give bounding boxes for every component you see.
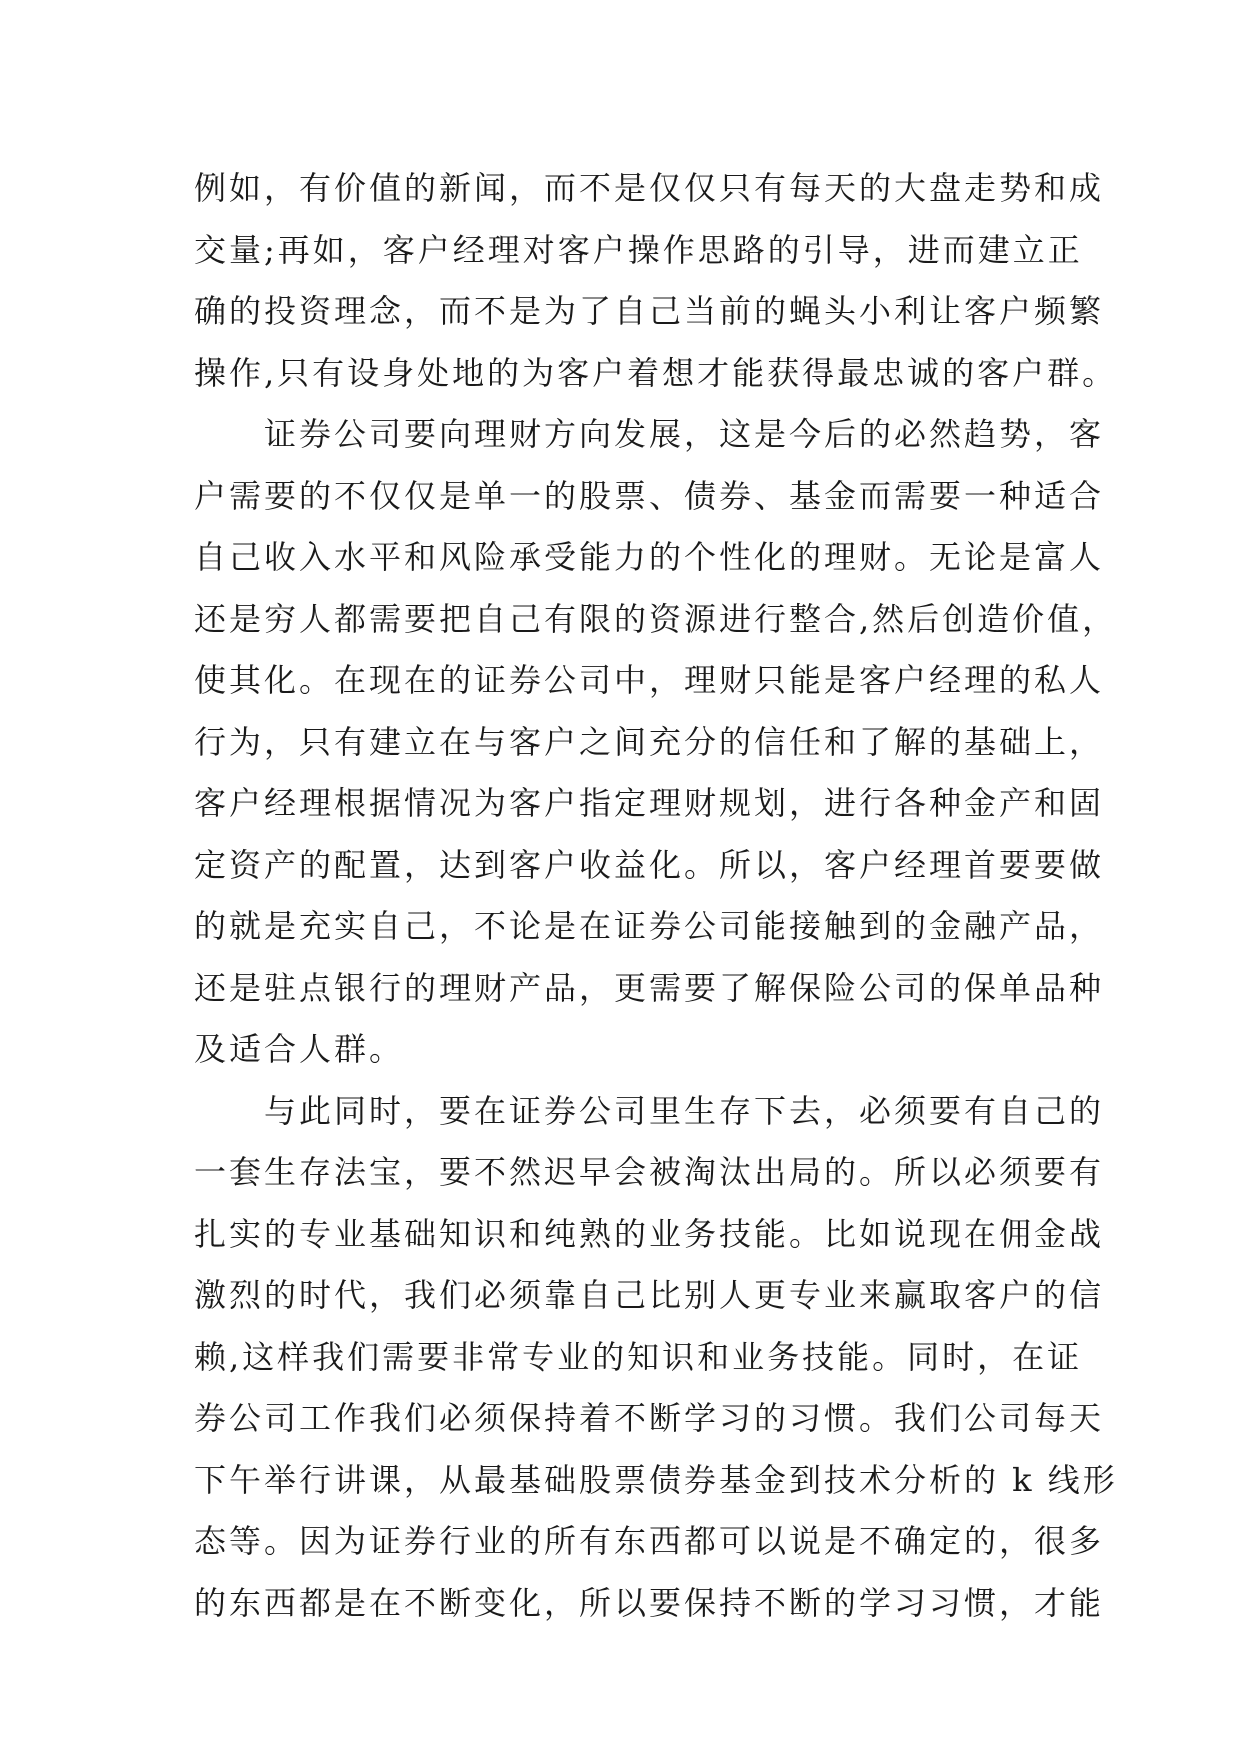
text-line: 券公司工作我们必须保持着不断学习的习惯。我们公司每天: [194, 1399, 1105, 1437]
text-line: 交量;再如，客户经理对客户操作思路的引导，进而建立正: [194, 230, 1083, 269]
text-line: 行为，只有建立在与客户之间充分的信任和了解的基础上，: [194, 722, 1105, 761]
text-line: 客户经理根据情况为客户指定理财规划，进行各种金产和固: [194, 784, 1105, 822]
paragraph-first-line: 与此同时，要在证券公司里生存下去，必须要有自己的: [264, 1091, 1105, 1130]
text-line: 扎实的专业基础知识和纯熟的业务技能。比如说现在佣金战: [194, 1214, 1105, 1253]
text-line: 的东西都是在不断变化，所以要保持不断的学习习惯，才能: [194, 1583, 1105, 1622]
text-line: 定资产的配置，达到客户收益化。所以，客户经理首要要做: [194, 845, 1105, 884]
paragraph-first-line: 证券公司要向理财方向发展，这是今后的必然趋势，客: [264, 415, 1105, 453]
text-line: 赖,这样我们需要非常专业的知识和业务技能。同时，在证: [194, 1337, 1083, 1376]
text-line: 激烈的时代，我们必须靠自己比别人更专业来赢取客户的信: [194, 1276, 1105, 1314]
text-line: 及适合人群。: [194, 1030, 405, 1068]
text-line: 还是穷人都需要把自己有限的资源进行整合,然后创造价值，: [194, 599, 1118, 638]
text-line: 还是驻点银行的理财产品，更需要了解保险公司的保单品种: [194, 968, 1105, 1007]
text-line: 确的投资理念，而不是为了自己当前的蝇头小利让客户频繁: [194, 292, 1105, 330]
body-text: [194, 158, 1118, 1634]
text-line: 自己收入水平和风险承受能力的个性化的理财。无论是富人: [194, 538, 1105, 576]
text-line: 的就是充实自己，不论是在证券公司能接触到的金融产品，: [194, 907, 1105, 945]
text-line: 下午举行讲课，从最基础股票债券基金到技术分析的 k 线形: [194, 1460, 1118, 1499]
text-line: 例如，有价值的新闻，而不是仅仅只有每天的大盘走势和成: [194, 169, 1105, 207]
text-line: 使其化。在现在的证券公司中，理财只能是客户经理的私人: [194, 661, 1105, 699]
text-line: 一套生存法宝，要不然迟早会被淘汰出局的。所以必须要有: [194, 1153, 1105, 1191]
text-line: 户需要的不仅仅是单一的股票、债券、基金而需要一种适合: [194, 476, 1105, 515]
text-line: 操作,只有设身处地的为客户着想才能获得最忠诚的客户群。: [194, 353, 1118, 392]
text-line: 态等。因为证券行业的所有东西都可以说是不确定的，很多: [194, 1522, 1105, 1560]
